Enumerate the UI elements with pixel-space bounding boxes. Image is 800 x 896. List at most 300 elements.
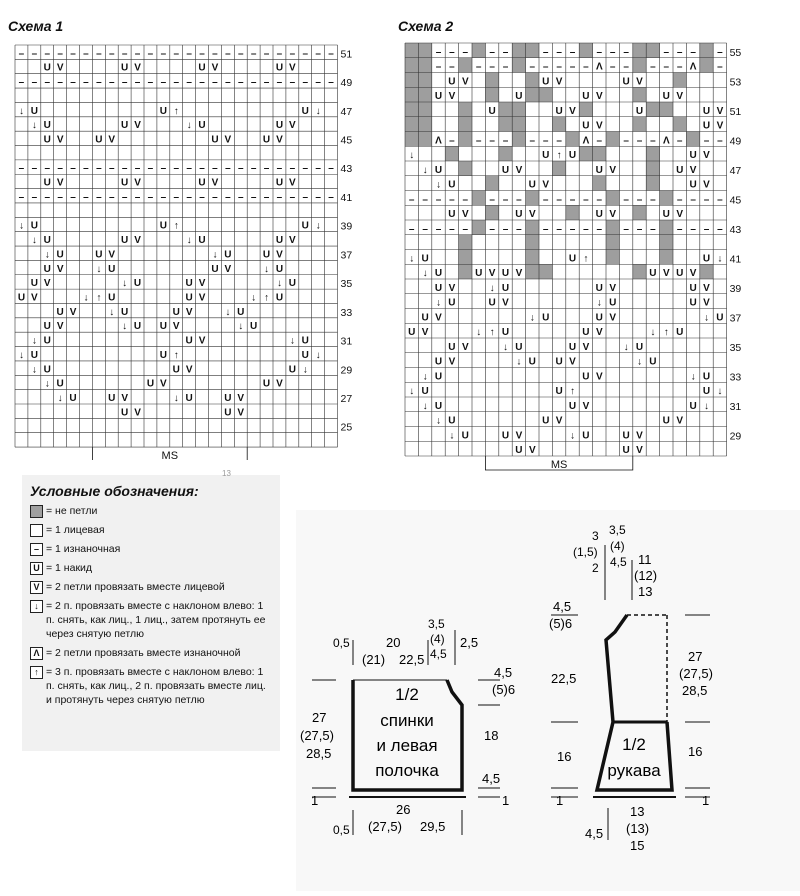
yarn-over-symbol: U bbox=[542, 415, 550, 427]
yarn-over-symbol: U bbox=[649, 356, 657, 368]
k2tog-symbol: V bbox=[56, 62, 64, 74]
yarn-over-symbol: U bbox=[568, 341, 577, 353]
ssk-arrow-symbol: ↓ bbox=[623, 341, 629, 353]
k2tog-symbol: V bbox=[515, 164, 523, 176]
dim-text: 22,5 bbox=[551, 671, 577, 686]
row-number: 33 bbox=[340, 306, 353, 319]
k2tog-symbol: V bbox=[582, 400, 590, 412]
sleeve-piece bbox=[549, 523, 713, 853]
purl-symbol: – bbox=[556, 223, 562, 235]
purl-symbol: – bbox=[542, 223, 549, 235]
purl-symbol: – bbox=[44, 48, 51, 60]
dim-text: 29,5 bbox=[420, 819, 446, 834]
yarn-over-symbol: U bbox=[515, 445, 523, 456]
dim-text: 13 bbox=[638, 584, 653, 599]
purl-symbol: – bbox=[186, 77, 192, 89]
ssk-arrow-symbol: ↓ bbox=[212, 249, 218, 261]
dim-text: 3 bbox=[592, 529, 599, 543]
dim-text: 4,5 bbox=[585, 826, 604, 841]
yarn-over-symbol: U bbox=[108, 263, 116, 275]
row-number: 43 bbox=[340, 163, 353, 176]
purl-symbol: – bbox=[263, 48, 270, 60]
row-number: 27 bbox=[340, 393, 353, 405]
purl-symbol: – bbox=[502, 61, 509, 73]
no-stitch-cell bbox=[405, 87, 418, 102]
k2tog-symbol: V bbox=[31, 292, 38, 304]
yarn-over-symbol: U bbox=[689, 400, 697, 412]
k2tog-symbol: V bbox=[276, 378, 283, 390]
no-stitch-cell bbox=[459, 235, 472, 250]
yarn-over-symbol: U bbox=[542, 150, 550, 161]
k2tog-symbol: V bbox=[703, 179, 710, 191]
purl-symbol: – bbox=[636, 223, 643, 235]
yarn-over-symbol: U bbox=[702, 120, 711, 132]
purl-symbol: – bbox=[276, 163, 283, 175]
yarn-over-symbol: U bbox=[43, 335, 51, 347]
no-stitch-cell bbox=[405, 117, 418, 132]
legend-item-p2tog bbox=[30, 646, 274, 660]
legend-item-yarn-over bbox=[30, 561, 274, 575]
no-stitch-cell bbox=[673, 117, 686, 132]
purl-symbol: – bbox=[529, 135, 536, 147]
yarn-over-symbol: U bbox=[133, 321, 142, 333]
yarn-over-symbol: U bbox=[275, 263, 284, 275]
dim-text: 27 bbox=[688, 649, 703, 664]
purl-symbol: – bbox=[435, 61, 442, 73]
k2tog-symbol: V bbox=[461, 76, 469, 88]
purl-symbol: – bbox=[556, 135, 562, 147]
back-piece bbox=[300, 617, 515, 837]
no-stitch-cell bbox=[526, 73, 539, 88]
purl-symbol: – bbox=[516, 223, 522, 235]
ssk-arrow-symbol: ↓ bbox=[18, 105, 24, 117]
k2tog-symbol: V bbox=[555, 76, 563, 88]
yarn-over-symbol: U bbox=[448, 415, 456, 427]
no-stitch-cell bbox=[579, 43, 592, 58]
k2tog-symbol: V bbox=[569, 105, 576, 117]
purl-symbol: – bbox=[44, 163, 51, 175]
k2tog-symbol: V bbox=[198, 278, 206, 290]
yarn-over-symbol: U bbox=[448, 297, 456, 309]
yarn-over-symbol: U bbox=[488, 297, 496, 309]
purl-symbol: – bbox=[121, 77, 128, 89]
k2tog-symbol: V bbox=[555, 415, 563, 427]
purl-symbol: – bbox=[596, 135, 603, 147]
purl-symbol: – bbox=[44, 191, 51, 203]
no-stitch-cell bbox=[405, 102, 418, 117]
piece-label: 1/2 bbox=[395, 685, 419, 704]
legend-item-no-stitch bbox=[30, 504, 274, 518]
yarn-over-symbol: U bbox=[108, 292, 116, 304]
row-number: 45 bbox=[340, 134, 353, 147]
k2tog-symbol: V bbox=[134, 235, 141, 247]
row-number: 37 bbox=[729, 312, 742, 325]
purl-symbol: – bbox=[449, 135, 455, 147]
p2tog-symbol: Λ bbox=[582, 135, 590, 147]
purl-symbol: – bbox=[108, 191, 115, 203]
purl-symbol: – bbox=[121, 48, 128, 60]
legend-item-purl bbox=[30, 542, 274, 556]
legend-stray-mark: 13 bbox=[222, 469, 231, 478]
legend-item-knit bbox=[30, 523, 274, 537]
schema1-title: Схема 1 bbox=[8, 18, 64, 34]
row-number: 39 bbox=[340, 220, 353, 233]
purl-symbol: – bbox=[121, 163, 128, 175]
purl-symbol: – bbox=[237, 191, 244, 203]
ssk-arrow-symbol: ↓ bbox=[186, 120, 192, 132]
yarn-over-symbol: U bbox=[528, 356, 536, 368]
k2tog-symbol: V bbox=[502, 297, 509, 309]
yarn-over-symbol: U bbox=[224, 393, 232, 404]
row-number: 51 bbox=[729, 105, 742, 118]
no-stitch-cell bbox=[459, 161, 472, 176]
yarn-over-symbol: U bbox=[262, 378, 271, 390]
yarn-over-symbol: U bbox=[568, 150, 577, 161]
k2tog-symbol: V bbox=[121, 393, 128, 404]
no-stitch-cell bbox=[700, 58, 713, 73]
k2tog-symbol: V bbox=[172, 321, 180, 333]
ssk-arrow-symbol: ↓ bbox=[122, 321, 128, 333]
purl-symbol: – bbox=[650, 135, 656, 147]
yarn-over-symbol: U bbox=[434, 400, 443, 412]
yarn-over-symbol: U bbox=[56, 306, 64, 318]
purl-symbol: – bbox=[57, 163, 63, 175]
garment-patterns-panel bbox=[296, 510, 800, 891]
row-number: 43 bbox=[729, 223, 742, 236]
purl-symbol: – bbox=[289, 191, 296, 203]
k2tog-symbol: V bbox=[595, 91, 603, 102]
purl-symbol: – bbox=[328, 77, 334, 89]
ssk-arrow-symbol: ↓ bbox=[596, 297, 602, 309]
purl-symbol: – bbox=[250, 77, 257, 89]
k2tog-symbol: V bbox=[461, 209, 469, 220]
purl-symbol: – bbox=[225, 163, 231, 175]
purl-symbol: – bbox=[186, 191, 192, 203]
dim-text: (27,5) bbox=[300, 728, 334, 743]
yarn-over-symbol: U bbox=[595, 312, 603, 324]
no-stitch-cell bbox=[539, 264, 552, 279]
yarn-over-symbol: U bbox=[121, 407, 129, 419]
row-number: 49 bbox=[729, 135, 742, 148]
k2tog-symbol: V bbox=[609, 312, 617, 324]
yarn-over-symbol: U bbox=[301, 335, 309, 347]
k2tog-symbol: V bbox=[582, 341, 590, 353]
purl-symbol: – bbox=[186, 163, 192, 175]
purl-symbol: – bbox=[57, 77, 63, 89]
ssk-arrow-symbol: ↓ bbox=[109, 306, 115, 318]
yarn-over-symbol: U bbox=[275, 292, 284, 304]
yarn-over-symbol: U bbox=[434, 91, 443, 102]
yarn-over-symbol: U bbox=[501, 282, 510, 294]
dim-text: 0,5 bbox=[333, 636, 350, 650]
k2tog-symbol: V bbox=[515, 430, 523, 442]
purl-symbol: – bbox=[44, 77, 51, 89]
ssk-arrow-symbol: ↓ bbox=[264, 263, 270, 275]
ssk-arrow-symbol: ↓ bbox=[31, 120, 37, 132]
purl-symbol: – bbox=[542, 46, 549, 58]
k2tog-symbol: V bbox=[276, 134, 283, 146]
purl-symbol: – bbox=[328, 191, 334, 203]
yarn-over-symbol: U bbox=[595, 282, 603, 294]
empty-cell-icon bbox=[30, 524, 43, 537]
no-stitch-cell bbox=[418, 132, 431, 147]
k2tog-symbol: V bbox=[185, 364, 193, 376]
ssk-arrow-symbol: ↓ bbox=[704, 400, 709, 412]
legend-text: = 1 накид bbox=[46, 562, 93, 574]
purl-symbol: – bbox=[516, 194, 522, 206]
ssk-arrow-symbol: ↓ bbox=[173, 393, 179, 404]
purl-symbol: – bbox=[134, 77, 141, 89]
k2tog-symbol: V bbox=[528, 445, 536, 456]
legend-text: = не петли bbox=[46, 505, 98, 517]
legend-text: = 1 лицевая bbox=[46, 524, 105, 536]
yarn-over-symbol: U bbox=[635, 341, 644, 353]
k2tog-symbol: V bbox=[198, 292, 206, 304]
piece-label: полочка bbox=[375, 761, 439, 780]
purl-symbol: – bbox=[502, 135, 509, 147]
no-stitch-cell bbox=[633, 264, 646, 279]
no-stitch-cell bbox=[633, 205, 646, 220]
no-stitch-cell bbox=[593, 176, 606, 191]
yarn-over-symbol: U bbox=[702, 105, 711, 117]
purl-symbol: – bbox=[636, 194, 643, 206]
dim-text: 1 bbox=[556, 793, 564, 808]
row-number: 47 bbox=[729, 164, 742, 177]
no-stitch-cell bbox=[512, 43, 525, 58]
yarn-over-symbol: U bbox=[288, 278, 296, 290]
purl-symbol: – bbox=[529, 61, 536, 73]
sk2p-arrow-symbol: ↑ bbox=[173, 105, 179, 117]
purl-symbol: – bbox=[623, 194, 629, 206]
no-stitch-cell bbox=[499, 117, 512, 132]
k2tog-symbol: V bbox=[488, 268, 496, 279]
purl-symbol: – bbox=[609, 46, 616, 58]
yarn-over-symbol: U bbox=[555, 386, 563, 397]
yarn-over-symbol: U bbox=[185, 393, 193, 404]
no-stitch-cell bbox=[485, 176, 498, 191]
yarn-over-symbol: U bbox=[716, 312, 724, 324]
ssk-arrow-symbol: ↓ bbox=[31, 235, 37, 247]
k2tog-symbol: V bbox=[276, 249, 283, 261]
ssk-arrow-symbol: ↓ bbox=[717, 253, 723, 265]
yarn-over-symbol: U bbox=[43, 235, 51, 247]
yarn-over-symbol: U bbox=[689, 150, 697, 161]
legend-item-sk2p bbox=[30, 665, 274, 707]
yarn-over-symbol: U bbox=[250, 321, 258, 333]
yarn-over-symbol: U bbox=[43, 321, 51, 333]
k2tog-symbol: V bbox=[595, 371, 603, 383]
purl-symbol: – bbox=[199, 48, 205, 60]
dim-text: (27,5) bbox=[368, 819, 402, 834]
ssk-arrow-symbol: ↓ bbox=[422, 400, 428, 412]
yarn-over-symbol: U bbox=[159, 349, 167, 361]
no-stitch-cell bbox=[566, 132, 579, 147]
legend-text: = 2 петли провязать вместе изнаночной bbox=[46, 647, 241, 659]
piece-label: рукава bbox=[607, 761, 661, 780]
yarn-over-symbol: U bbox=[224, 407, 232, 419]
piece-label: и левая bbox=[376, 736, 438, 755]
yarn-over-symbol: U bbox=[595, 164, 603, 176]
purl-symbol: – bbox=[489, 46, 495, 58]
k2tog-symbol: V bbox=[515, 268, 523, 279]
purl-symbol: – bbox=[703, 223, 710, 235]
yarn-over-symbol: U bbox=[198, 120, 206, 132]
row-number: 35 bbox=[340, 278, 353, 291]
purl-symbol: – bbox=[237, 163, 244, 175]
yarn-over-symbol: U bbox=[568, 253, 577, 265]
yarn-over-symbol: U bbox=[198, 235, 206, 247]
yarn-over-symbol: U bbox=[301, 220, 309, 232]
purl-symbol: – bbox=[542, 135, 549, 147]
dim-text: 3,5 bbox=[428, 617, 445, 631]
ssk-arrow-symbol: ↓ bbox=[436, 415, 441, 427]
purl-symbol: – bbox=[147, 163, 154, 175]
ssk-arrow-symbol: ↓ bbox=[704, 312, 709, 324]
purl-symbol: – bbox=[542, 61, 549, 73]
k2tog-symbol: V bbox=[43, 278, 51, 290]
dim-text: 1 bbox=[502, 793, 510, 808]
dash-cell-icon: – bbox=[30, 543, 43, 556]
purl-symbol: – bbox=[690, 194, 696, 206]
k2tog-symbol: V bbox=[595, 120, 603, 132]
purl-symbol: – bbox=[212, 77, 218, 89]
dim-text: 26 bbox=[396, 802, 411, 817]
dim-text: 4,5 bbox=[494, 665, 513, 680]
purl-symbol: – bbox=[276, 191, 283, 203]
purl-symbol: – bbox=[583, 61, 589, 73]
k2tog-symbol: V bbox=[636, 76, 643, 88]
purl-symbol: – bbox=[199, 77, 205, 89]
yarn-over-symbol: U bbox=[501, 327, 510, 338]
yarn-over-symbol: U bbox=[121, 306, 129, 318]
purl-symbol: – bbox=[96, 48, 102, 60]
schema1-ms-label: MS bbox=[161, 450, 179, 460]
no-stitch-cell bbox=[472, 43, 485, 58]
no-stitch-cell bbox=[633, 87, 646, 102]
row-number: 41 bbox=[729, 253, 742, 266]
purl-symbol: – bbox=[717, 223, 723, 235]
yarn-over-symbol: U bbox=[622, 76, 630, 88]
k2tog-symbol: V bbox=[289, 235, 296, 247]
yarn-over-symbol: U bbox=[582, 327, 590, 338]
k2tog-symbol: V bbox=[609, 164, 617, 176]
k2tog-symbol: V bbox=[134, 177, 141, 189]
purl-symbol: – bbox=[596, 194, 603, 206]
purl-symbol: – bbox=[328, 163, 334, 175]
sk2p-arrow-symbol: ↑ bbox=[489, 327, 495, 338]
yarn-over-symbol: U bbox=[434, 371, 443, 383]
k2tog-symbol: V bbox=[542, 179, 550, 191]
purl-symbol: – bbox=[556, 46, 562, 58]
purl-symbol: – bbox=[650, 223, 656, 235]
no-stitch-cell bbox=[405, 132, 418, 147]
no-stitch-cell bbox=[566, 205, 579, 220]
yarn-over-symbol: U bbox=[211, 263, 219, 275]
yarn-over-symbol: U bbox=[568, 400, 577, 412]
purl-symbol: – bbox=[475, 135, 482, 147]
purl-symbol: – bbox=[663, 46, 670, 58]
dim-text: (12) bbox=[634, 568, 658, 583]
yarn-over-symbol: U bbox=[69, 393, 77, 404]
yarn-over-symbol: U bbox=[448, 76, 456, 88]
yarn-over-symbol: U bbox=[582, 371, 590, 383]
purl-symbol: – bbox=[160, 191, 167, 203]
yarn-over-symbol: U bbox=[408, 327, 416, 338]
k2tog-symbol: V bbox=[237, 407, 245, 419]
no-stitch-cell bbox=[459, 250, 472, 265]
yarn-over-symbol: U bbox=[301, 349, 309, 361]
schema2-title: Схема 2 bbox=[398, 18, 454, 34]
yarn-over-symbol: U bbox=[95, 134, 103, 146]
no-stitch-cell bbox=[606, 235, 619, 250]
purl-symbol: – bbox=[302, 163, 309, 175]
purl-symbol: – bbox=[18, 48, 25, 60]
ssk-arrow-symbol: ↓ bbox=[570, 430, 575, 442]
no-stitch-cell bbox=[673, 73, 686, 88]
k2tog-symbol: V bbox=[211, 177, 219, 189]
no-stitch-cell bbox=[633, 43, 646, 58]
yarn-over-symbol: U bbox=[676, 268, 684, 279]
purl-symbol: – bbox=[676, 194, 683, 206]
yarn-over-symbol: U bbox=[582, 91, 590, 102]
k2tog-symbol: V bbox=[569, 356, 576, 368]
ssk-arrow-symbol: ↓ bbox=[422, 164, 428, 176]
ssk-arrow-icon: ↓ bbox=[30, 600, 43, 613]
purl-symbol: – bbox=[96, 77, 102, 89]
no-stitch-cell bbox=[606, 250, 619, 265]
no-stitch-cell bbox=[646, 176, 659, 191]
purl-symbol: – bbox=[408, 194, 415, 206]
k2tog-symbol: V bbox=[108, 134, 116, 146]
purl-symbol: – bbox=[134, 163, 141, 175]
yarn-over-symbol: U bbox=[662, 91, 670, 102]
purl-symbol: – bbox=[302, 77, 309, 89]
purl-symbol: – bbox=[263, 77, 270, 89]
dim-text: 16 bbox=[557, 749, 572, 764]
purl-symbol: – bbox=[276, 48, 283, 60]
k2tog-symbol: V bbox=[689, 164, 697, 176]
k2tog-symbol: V bbox=[224, 263, 232, 275]
k2tog-symbol: V bbox=[461, 341, 469, 353]
dim-text: 13 bbox=[630, 804, 645, 819]
no-stitch-cell bbox=[633, 117, 646, 132]
ssk-arrow-symbol: ↓ bbox=[422, 268, 428, 279]
yarn-over-symbol: U bbox=[237, 306, 245, 318]
purl-symbol: – bbox=[422, 194, 428, 206]
yarn-over-symbol: U bbox=[121, 62, 129, 74]
purl-symbol: – bbox=[623, 61, 629, 73]
no-stitch-cell bbox=[405, 73, 418, 88]
dim-text: (21) bbox=[362, 652, 386, 667]
k2tog-symbol: V bbox=[56, 134, 64, 146]
yarn-over-symbol: U bbox=[43, 263, 51, 275]
yarn-over-symbol: U bbox=[30, 278, 38, 290]
ssk-arrow-symbol: ↓ bbox=[44, 378, 50, 390]
yarn-over-symbol: U bbox=[30, 349, 38, 361]
yarn-over-symbol: U bbox=[676, 164, 684, 176]
k2tog-symbol: V bbox=[636, 445, 643, 456]
purl-symbol: – bbox=[703, 135, 710, 147]
k2tog-symbol: V bbox=[224, 134, 232, 146]
yarn-over-symbol: U bbox=[43, 364, 51, 376]
no-stitch-cell bbox=[459, 132, 472, 147]
no-stitch-cell bbox=[646, 161, 659, 176]
yarn-over-symbol: U bbox=[43, 62, 51, 74]
purl-symbol: – bbox=[435, 46, 442, 58]
purl-symbol: – bbox=[569, 61, 576, 73]
dim-text: (4) bbox=[610, 539, 625, 553]
row-number: 29 bbox=[729, 430, 742, 443]
